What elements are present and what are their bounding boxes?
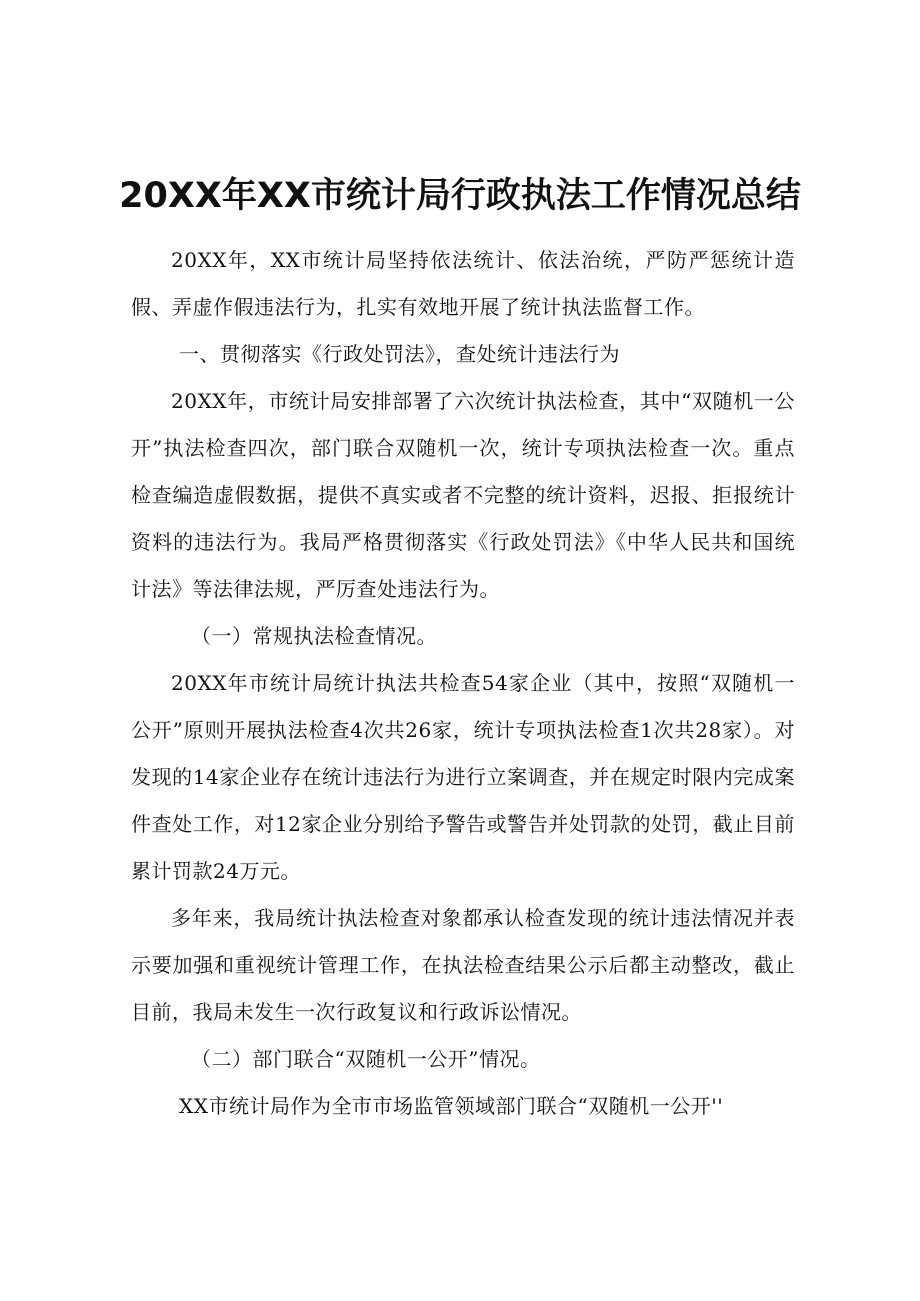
subsection-heading-2: （二）部门联合“双随机一公开”情况。 xyxy=(191,1047,541,1071)
subsection-2-paragraph: XX市统计局作为全市市场监管领域部门联合“双随机一公开'' xyxy=(179,1094,724,1118)
section-heading-1: 一、贯彻落实《行政处罚法》，查处统计违法行为 xyxy=(179,342,620,366)
section-1-paragraph: 20XX年，市统计局安排部署了六次统计执法检查，其中“双随机一公开”执法检查四次，部门联合双随机一次，统计专项执法检查一次。重点检查编造虚假数据，提供不真实或者不完整的统计资料，迟报、拒报统计资料的违法行为。我局严格贯彻落实《行政处罚法》《中华人民共和国统计法》等法律法规，严厉查处违法行为。 xyxy=(131,389,795,601)
document-title: 20XX年XX市统计局行政执法工作情况总结 xyxy=(119,176,801,216)
document-body xyxy=(131,237,795,1130)
intro-paragraph: 20XX年，XX市统计局坚持依法统计、依法治统，严防严惩统计造假、弄虚作假违法行为，扎实有效地开展了统计执法监督工作。 xyxy=(131,248,795,319)
subsection-heading-1: （一）常规执法检查情况。 xyxy=(191,624,437,648)
subsection-1-paragraph-1: 20XX年市统计局统计执法共检查54家企业（其中，按照“双随机一公开”原则开展执法检查4次共26家，统计专项执法检查1次共28家）。对发现的14家企业存在统计违法行为进行立案调查，并在规定时限内完成案件查处工作，对12家企业分别给予警告或警告并处罚款的处罚，截止目前累计罚款24万元。 xyxy=(131,671,795,883)
subsection-1-paragraph-2: 多年来，我局统计执法检查对象都承认检查发现的统计违法情况并表示要加强和重视统计管理工作，在执法检查结果公示后都主动整改，截止目前，我局未发生一次行政复议和行政诉讼情况。 xyxy=(131,906,795,1024)
